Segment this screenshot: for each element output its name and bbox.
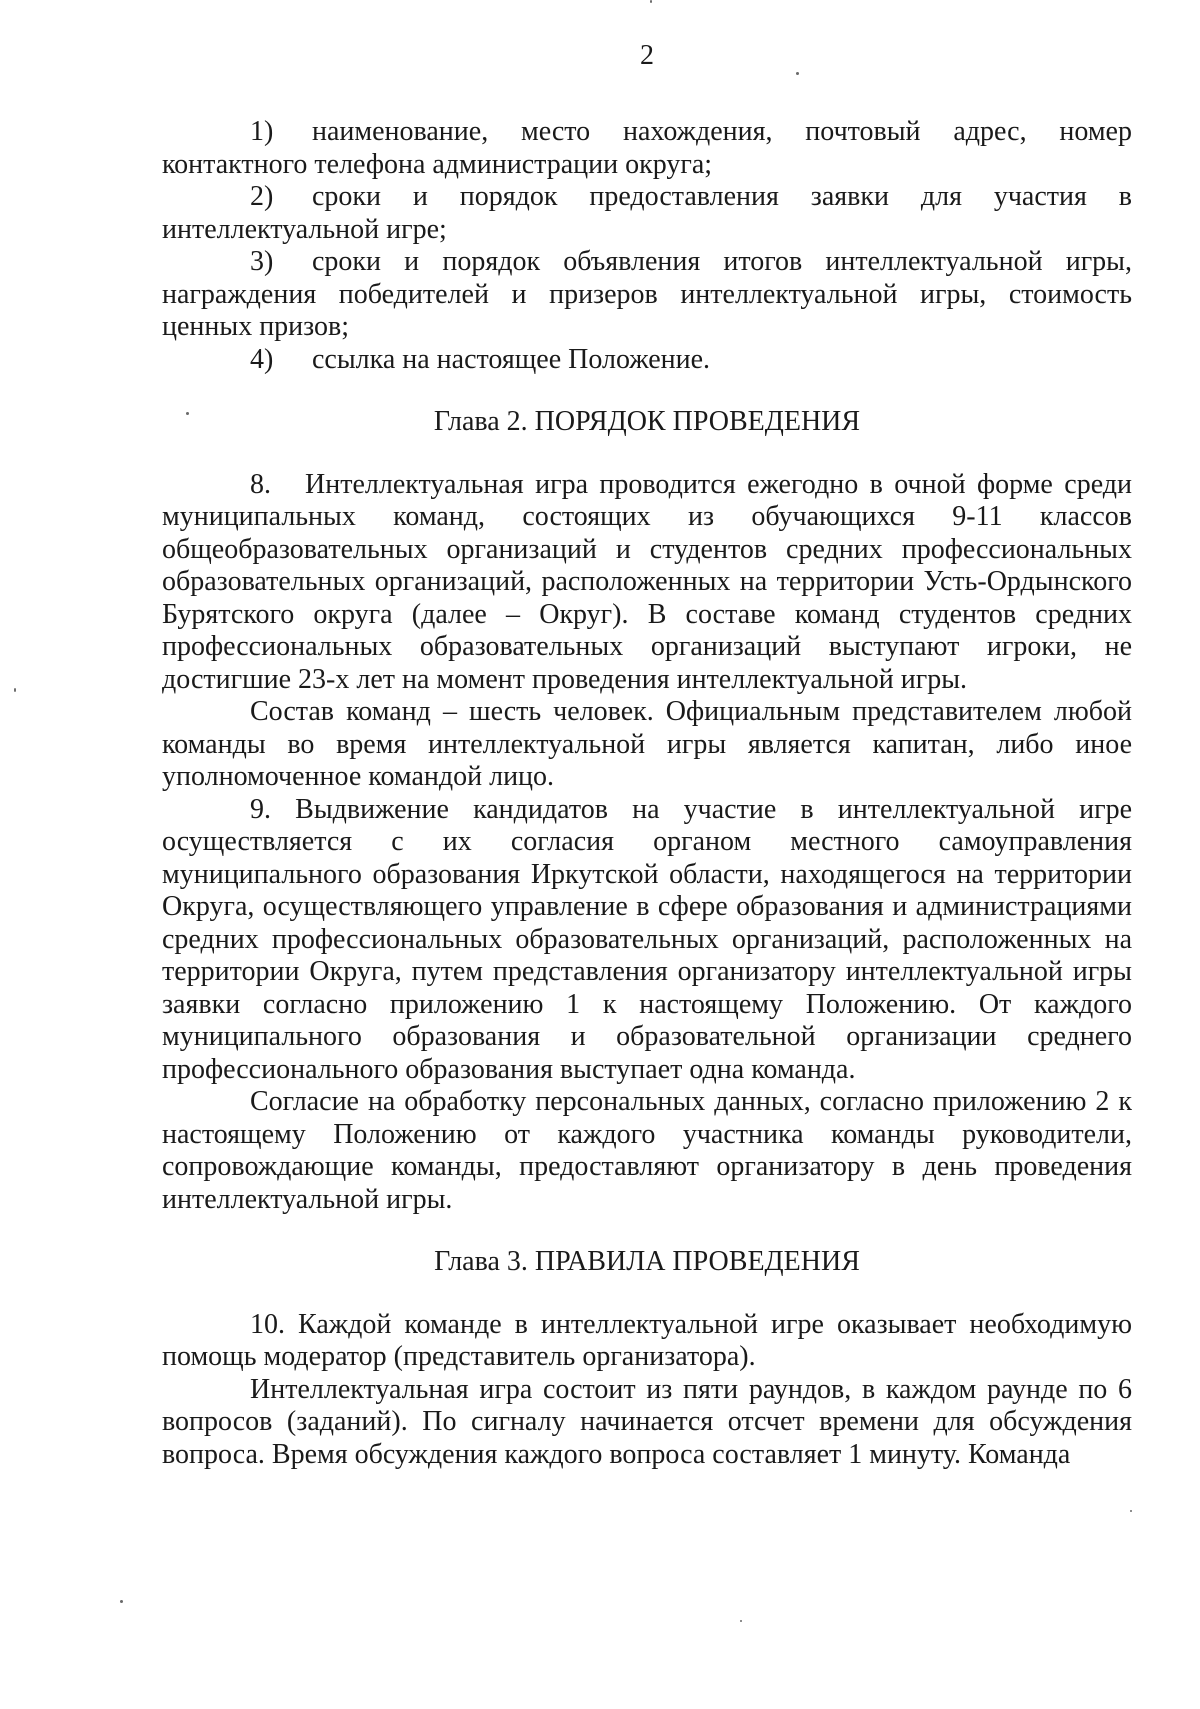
paragraph-consent: Согласие на обработку персональных данных, согласно приложению 2 к настоящему Положению от каждого участника команды руководители, сопровождающие команды, предоставляют организатору в день проведения интеллектуальной игры. (162, 1086, 1132, 1215)
list-item-number: 3) (250, 246, 274, 277)
list-item-text: сроки и порядок объявления итогов интеллектуальной игры, награждения победителей и призеров интеллектуальной игры, стоимость ценных призов; (162, 246, 1132, 342)
document-page (162, 40, 1132, 1471)
scan-speck (796, 72, 799, 75)
scan-speck (186, 412, 189, 415)
chapter-3-heading: Глава 3. ПРАВИЛА ПРОВЕДЕНИЯ (434, 1246, 860, 1277)
list-item-number: 2) (250, 181, 274, 212)
scan-speck (120, 1600, 123, 1603)
list-item-number: 4) (250, 343, 274, 375)
paragraph-10: 10. Каждой команде в интеллектуальной игре оказывает необходимую помощь модератор (представитель организатора). (162, 1308, 1132, 1372)
paragraph-8 (162, 469, 1132, 697)
list-item-text: ссылка на настоящее Положение. (312, 343, 711, 375)
paragraph-rounds: Интеллектуальная игра состоит из пяти раундов, в каждом раунде по 6 вопросов (заданий). По сигналу начинается отсчет времени для обсуждения вопроса. Время обсуждения каждого вопроса составляет 1 минуту. Команда (162, 1373, 1132, 1470)
scan-speck (650, 0, 652, 3)
scan-speck (14, 688, 16, 692)
page-number: 2 (640, 40, 654, 71)
paragraph-number: 8. (250, 468, 271, 500)
paragraph-text: Интеллектуальная игра проводится ежегодно в очной форме среди муниципальных команд, состоящих из обучающихся 9-11 классов общеобразовательных организаций и студентов средних профессиональных образовательных организаций, расположенных на территории Усть-Ордынского Бурятского округа (далее – Округ). В составе команд студентов средних профессиональных образовательных организаций выступают игроки, не достигшие 23-х лет на момент проведения интеллектуальной игры. (162, 468, 1132, 695)
list-item-4 (162, 344, 1132, 377)
list-item-number: 1) (250, 116, 274, 147)
paragraph-team-composition: Состав команд – шесть человек. Официальным представителем любой команды во время интеллектуальной игры является капитан, либо иное уполномоченное командой лицо. (162, 696, 1132, 792)
list-item-1 (162, 116, 1132, 181)
paragraph-9: 9. Выдвижение кандидатов на участие в интеллектуальной игре осуществляется с их согласия органом местного самоуправления муниципального образования Иркутской области, находящегося на территории Округа, осуществляющего управление в сфере образования и администрациями средних профессиональных образовательных организаций, расположенных на территории Округа, путем представления организатору интеллектуальной игры заявки согласно приложению 1 к настоящему Положению. От каждого муниципального образования и образовательной организации среднего профессионального образования выступает одна команда. (162, 793, 1132, 1085)
list-item-text: сроки и порядок предоставления заявки для участия в интеллектуальной игре; (162, 181, 1132, 245)
scan-speck (1130, 1510, 1132, 1512)
chapter-2-heading: Глава 2. ПОРЯДОК ПРОВЕДЕНИЯ (433, 406, 861, 437)
scan-speck (740, 1620, 742, 1622)
list-item-text: наименование, место нахождения, почтовый адрес, номер контактного телефона администрации округа; (162, 116, 1132, 180)
list-item-3 (162, 246, 1132, 344)
list-item-2 (162, 181, 1132, 246)
